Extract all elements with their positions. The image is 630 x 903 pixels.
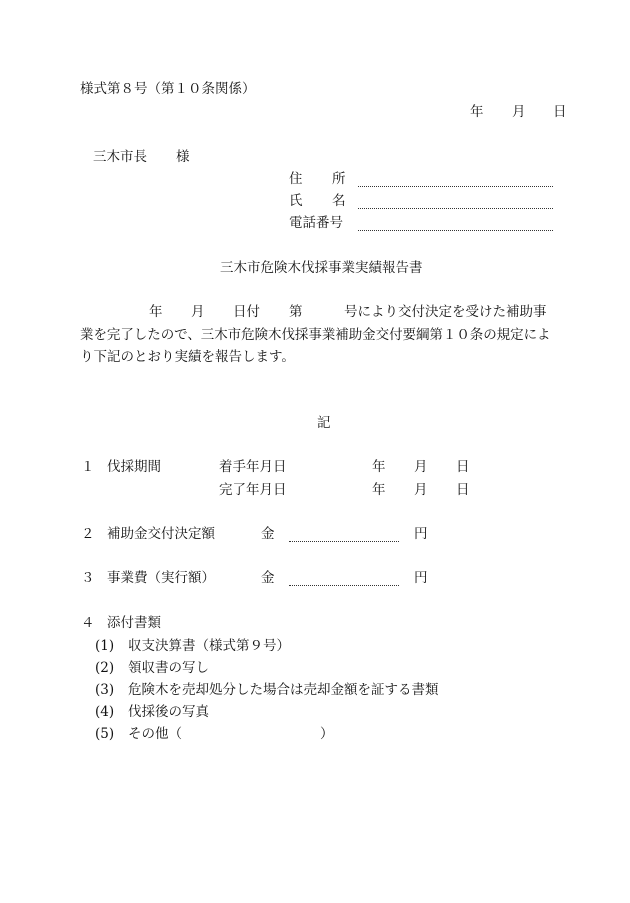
- start-month-label: 月: [414, 459, 428, 475]
- end-year-label: 年: [372, 482, 386, 498]
- cost-yen-label: 円: [414, 570, 428, 586]
- item-attachments-label: 添付書類: [107, 615, 161, 631]
- date-year-label: 年: [470, 104, 484, 120]
- addressee-name: 三木市長: [93, 149, 147, 165]
- date-day-label: 日: [553, 104, 567, 120]
- ki-heading: 記: [317, 415, 331, 431]
- attachment-text: 危険木を売却処分した場合は売却金額を証する書類: [128, 682, 439, 698]
- subsidy-amount-line[interactable]: [289, 541, 399, 542]
- attachment-text: 伐採後の写真: [128, 704, 209, 720]
- name-label-char-1: 氏: [289, 193, 303, 209]
- date-month-label: 月: [512, 104, 526, 120]
- attachment-text: その他（: [128, 726, 182, 742]
- attachment-number: (4): [95, 704, 115, 720]
- address-label-char-2: 所: [332, 171, 346, 187]
- name-field-line[interactable]: [358, 208, 553, 209]
- body-line-2: 業を完了したので、三木市危険木伐採事業補助金交付要綱第１０条の規定によ: [80, 327, 551, 343]
- item-cost-number: ３: [81, 570, 95, 586]
- body-month: 月: [191, 304, 205, 320]
- item-cost-label: 事業費（実行額）: [107, 570, 215, 586]
- cost-amount-line[interactable]: [289, 585, 399, 586]
- document-title: 三木市危険木伐採事業実績報告書: [220, 260, 423, 276]
- address-field-line[interactable]: [358, 186, 553, 187]
- start-date-label: 着手年月日: [219, 459, 287, 475]
- phone-label: 電話番号: [289, 215, 343, 231]
- body-dai: 第: [289, 304, 303, 320]
- attachment-text: 収支決算書（様式第９号）: [128, 638, 290, 654]
- attachment-text: 領収書の写し: [128, 660, 209, 676]
- start-year-label: 年: [372, 459, 386, 475]
- body-day-tsuke: 日付: [233, 304, 260, 320]
- subsidy-yen-label: 円: [414, 526, 428, 542]
- body-line1-rest: 号により交付決定を受けた補助事: [344, 304, 547, 320]
- form-number-label: 様式第８号（第１０条関係）: [80, 81, 256, 97]
- attachment-number: (1): [95, 638, 115, 654]
- phone-field-line[interactable]: [358, 230, 553, 231]
- item-subsidy-number: ２: [81, 526, 95, 542]
- name-label-char-2: 名: [332, 193, 346, 209]
- attachment-number: (2): [95, 660, 115, 676]
- attachment-number: (5): [95, 726, 115, 742]
- item-attachments-number: ４: [81, 615, 95, 631]
- attachment-number: (3): [95, 682, 115, 698]
- body-line-3: り下記のとおり実績を報告します。: [80, 349, 295, 365]
- other-close-paren: ）: [320, 726, 334, 742]
- address-label-char-1: 住: [289, 171, 303, 187]
- end-date-label: 完了年月日: [219, 482, 287, 498]
- item-period-number: １: [81, 459, 95, 475]
- start-day-label: 日: [456, 459, 470, 475]
- subsidy-currency-label: 金: [261, 526, 275, 542]
- cost-currency-label: 金: [261, 570, 275, 586]
- end-month-label: 月: [414, 482, 428, 498]
- item-period-label: 伐採期間: [107, 459, 161, 475]
- body-year: 年: [149, 304, 163, 320]
- end-day-label: 日: [456, 482, 470, 498]
- addressee-honorific: 様: [176, 149, 190, 165]
- item-subsidy-label: 補助金交付決定額: [107, 526, 215, 542]
